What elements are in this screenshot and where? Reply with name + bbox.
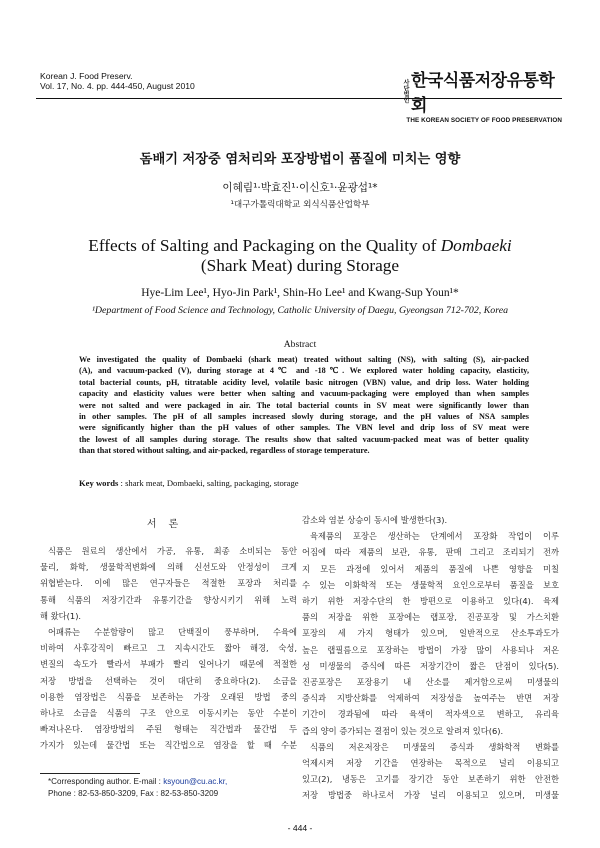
body-line: 높은 랩필름으로 포장하는 방법이 가장 많이 사용되나 저온 [302,644,559,655]
body-line: 어짐에 따라 제품의 보관, 유통, 판매 그리고 조리되기 전까 [302,547,559,558]
abstract-body [79,354,529,457]
body-line: 기간이 경과됨에 따라 육색이 적자색으로 변하고, 유리육 [302,709,559,720]
abstract-line: the lowest of all samples during storage. The results show that salted vacuum-packed meat was of better quality [79,434,529,444]
body-column-right [302,512,559,804]
body-line: 포장의 세 가지 형태가 있으며, 일반적으로 산소투과도가 [302,628,559,639]
body-line: 육제품의 포장은 생산하는 단계에서 포장화 작업이 이루 [310,531,559,542]
journal-volume: Vol. 17, No. 4. pp. 444-450, August 2010 [40,81,195,91]
body-line: 즙의 양이 증가되는 결점이 있는 것으로 알려져 있다(6). [302,725,504,736]
body-line: 통해 식품의 저장기간과 유통기간을 향상시키기 위해 노력 [40,594,297,605]
body-line: 품의 저장을 위한 포장에는 랩포장, 진공포장 및 가스치환 [302,612,559,623]
page-number: - 444 - [287,823,313,833]
body-line: 이용한 염장법은 식품을 보존하는 가장 오래된 방법 중의 [40,691,297,702]
abstract-line: were not salted and were packaged in air. The total bacterial counts in SV meat were significantly lower than [79,400,529,410]
keywords [79,478,299,488]
body-line: 물리, 화학, 생물학적변화에 의해 신선도와 안정성이 크게 [40,562,297,573]
footnote [48,776,227,800]
authors-english: Hye-Lim Lee¹, Hyo-Jin Park¹, Shin-Ho Lee¹ and Kwang-Sup Youn¹* [141,287,459,299]
body-line: 해 왔다(1). [40,610,82,621]
abstract-line: were significantly higher than the pH values of other samples. The VBN level and drip loss of SV meat were [79,423,529,433]
journal-info [40,71,195,91]
footnote-corresponding: Corresponding author. E-mail : [51,777,164,786]
abstract-heading: Abstract [283,339,317,350]
body-line: 지 모든 과정에 있어서 제품의 품질에 나쁜 영향을 미칠 [302,563,559,574]
body-line: 진공포장은 포장용기 내 산소를 제거함으로써 미생물의 [302,677,559,688]
body-line: 억제시켜 저장 기간을 연장하는 목적으로 널리 이용되고 [302,758,559,769]
body-line: 어패류는 수분함량이 많고 단백질이 풍부하며, 수육에 [48,627,297,638]
footnote-divider [40,773,140,774]
email-link[interactable]: ksyoun@cu.ac.kr, [163,777,228,786]
affiliation-english: ¹Department of Food Science and Technology, Catholic University of Daegu, Gyeongsan 712-702, Korea [91,305,509,316]
body-line: 가지가 있는데 물간법 또는 직간법으로 염장을 할 때 수분 [40,740,297,751]
society-name-kr: 한국식품저장유통학회 [411,71,555,116]
society-name-en: THE KOREAN SOCIETY OF FOOD PRESERVATION [406,117,562,124]
footnote-marker: * [48,777,52,786]
body-line: 비하여 사후강직이 빠르고 그 지속시간도 짧아 해경, 숙성, [40,643,297,654]
abstract-line: in other samples. The pH of all samples increased slowly during storage, and the pH values of NSA samples [79,412,529,422]
body-line: 하기 위한 저장수단의 한 방편으로 이용하고 있다(4). 육제 [302,596,559,607]
body-column-left [40,511,297,754]
body-line: 식품의 저온저장은 미생물의 증식과 생화학적 변화를 [310,741,559,752]
body-line: 증식과 지방산화를 억제하여 저장성을 높여주는 반면 저장 [302,693,559,704]
society-logo [402,66,562,124]
abstract-line: (A), and vacuum-packed (V), during storage at 4℃ and -18℃. We explored water holding capacity, elasticity, [79,366,529,376]
section-heading-introduction: 서론 [146,519,191,530]
body-line: 있고(2), 냉동은 고기를 장기간 동안 보존하기 위한 안전한 [302,774,559,785]
abstract-line: than that stored without salting, and air-packed, regardless of storage temperature. [79,446,370,456]
title-english [0,236,600,276]
journal-name: Korean J. Food Preserv. [40,71,133,81]
abstract-line: capacity and elasticity values were better when salting and vacuum-packaging were employed than when samples [79,389,529,399]
title-en-italic: Dombaeki [440,236,512,255]
body-line: 성 미생물의 증식에 따른 저장기간이 짧은 단점이 있다(5). [302,660,559,671]
header-divider [36,98,562,99]
keywords-label: Key words [79,478,119,488]
body-line: 식품은 원료의 생산에서 가공, 유통, 최종 소비되는 동안 [48,546,297,556]
body-line: 하나로 소금을 식품의 구조 안으로 이동시키는 동안 수분이 [40,708,297,719]
body-line: 감소와 염분 상승이 동시에 발생한다(3). [302,515,448,525]
abstract-line: total bacterial counts, pH, titratable acidity level, volatile basic nitrogen (VBN) value, and drip loss. Water holding [79,377,529,387]
keywords-text: : shark meat, Dombaeki, salting, packaging, storage [118,478,299,488]
body-line: 수 있는 이화학적 또는 생물학적 요인으로부터 품질을 보호 [302,579,559,590]
abstract-line: We investigated the quality of Dombaeki (shark meat) treated without salting (NS), with salting (S), air-packed [79,355,529,364]
body-line: 위협받는다. 이에 많은 연구자들은 적절한 포장과 처리를 [40,578,297,589]
title-en-line1: Effects of Salting and Packaging on the Quality of [88,236,441,255]
authors-korean: 이혜림¹·박효진¹·이신호¹·윤광섭¹* [222,182,378,194]
title-en-line2: (Shark Meat) during Storage [200,256,400,275]
body-line: 빠져나온다. 염장방법의 주된 형태는 직간법과 물간법 두 [40,724,297,735]
title-korean: 돔배기 저장중 염처리와 포장방법이 품질에 미치는 영향 [139,152,461,167]
body-line: 저장 방법중 하나로서 가장 널리 이용되고 있으며, 미생물 [302,790,559,801]
society-mark: 사단법인 [402,79,409,103]
body-line: 저장 방법을 선택하는 것이 대단히 중요하다(2). 소금을 [40,675,297,686]
affiliation-korean: ¹대구가톨릭대학교 외식식품산업학부 [230,200,370,210]
footnote-phone: Phone : 82-53-850-3209, Fax : 82-53-850-3209 [48,788,219,798]
body-line: 변질의 속도가 빨라서 부패가 빨리 일어나기 때문에 적절한 [40,659,297,670]
